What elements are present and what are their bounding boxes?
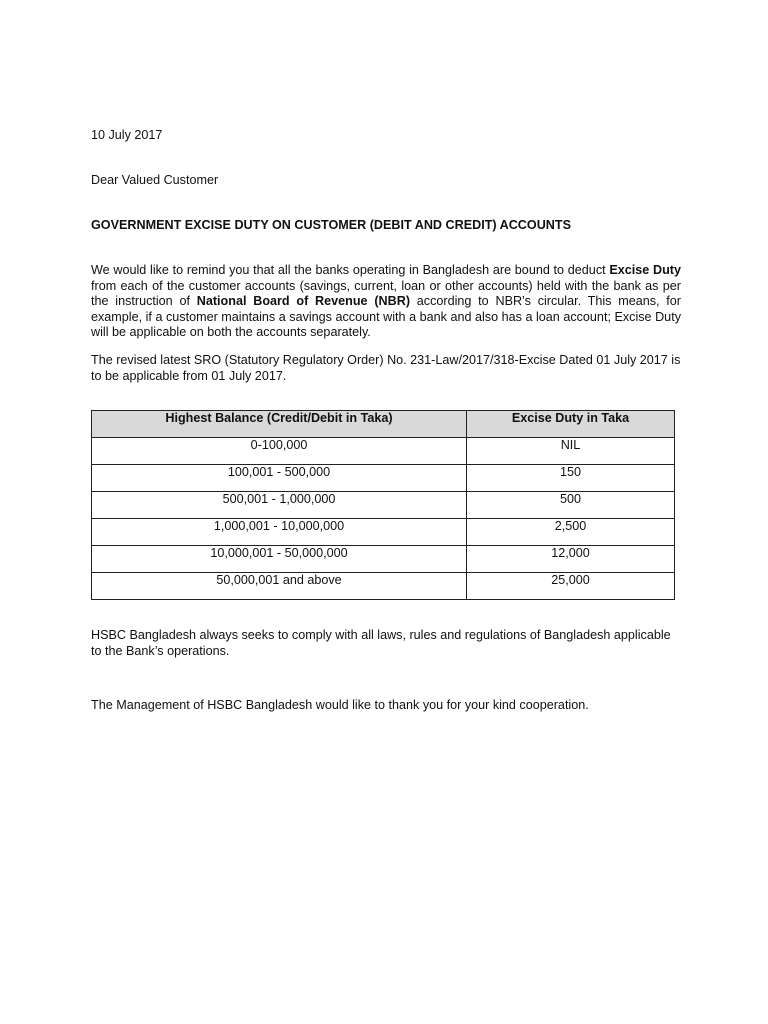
balance-range-cell: 500,001 - 1,000,000 [92, 492, 467, 519]
sro-paragraph: The revised latest SRO (Statutory Regulatory Order) No. 231-Law/2017/318-Excise Dated 01 July 2017 is to be applicable from 01 July 2017. [91, 353, 681, 383]
letter-date: 10 July 2017 [91, 128, 163, 142]
balance-range-cell: 100,001 - 500,000 [92, 465, 467, 492]
duty-amount-cell: 2,500 [467, 519, 675, 546]
duty-amount-cell: 150 [467, 465, 675, 492]
duty-amount-cell: 25,000 [467, 573, 675, 600]
subject-heading: GOVERNMENT EXCISE DUTY ON CUSTOMER (DEBIT AND CREDIT) ACCOUNTS [91, 218, 571, 232]
balance-range-cell: 10,000,001 - 50,000,000 [92, 546, 467, 573]
duty-amount-cell: 500 [467, 492, 675, 519]
table-row [92, 519, 675, 546]
intro-text-2: from each of the customer accounts (savings, current, loan or other accounts) held with the bank as per the instruction of [91, 278, 681, 308]
compliance-paragraph: HSBC Bangladesh always seeks to comply with all laws, rules and regulations of Bangladesh applicable to the Bank’s operations. [91, 628, 671, 658]
table-row [92, 438, 675, 465]
table-row [92, 546, 675, 573]
greeting: Dear Valued Customer [91, 173, 219, 187]
nbr-bold: National Board of Revenue (NBR) [196, 294, 411, 308]
header-excise-duty: Excise Duty in Taka [467, 411, 675, 438]
excise-duty-table [91, 410, 675, 600]
duty-amount-cell: NIL [467, 438, 675, 465]
intro-paragraph [91, 263, 681, 341]
balance-range-cell: 1,000,001 - 10,000,000 [92, 519, 467, 546]
duty-amount-cell: 12,000 [467, 546, 675, 573]
table-row [92, 465, 675, 492]
table-row [92, 492, 675, 519]
intro-text-1: We would like to remind you that all the banks operating in Bangladesh are bound to deduct [91, 263, 610, 277]
header-highest-balance: Highest Balance (Credit/Debit in Taka) [92, 411, 467, 438]
table-row [92, 573, 675, 600]
table-header-row [92, 411, 675, 438]
excise-duty-bold: Excise Duty [609, 263, 681, 277]
intro-text-3: according to NBR’s circular. This means, for example, if a customer maintains a savings account with a bank and also has a loan account; Excise Duty will be applicable on both the accounts separately. [91, 294, 681, 339]
thanks-paragraph: The Management of HSBC Bangladesh would like to thank you for your kind cooperation. [91, 698, 589, 712]
balance-range-cell: 50,000,001 and above [92, 573, 467, 600]
balance-range-cell: 0-100,000 [92, 438, 467, 465]
